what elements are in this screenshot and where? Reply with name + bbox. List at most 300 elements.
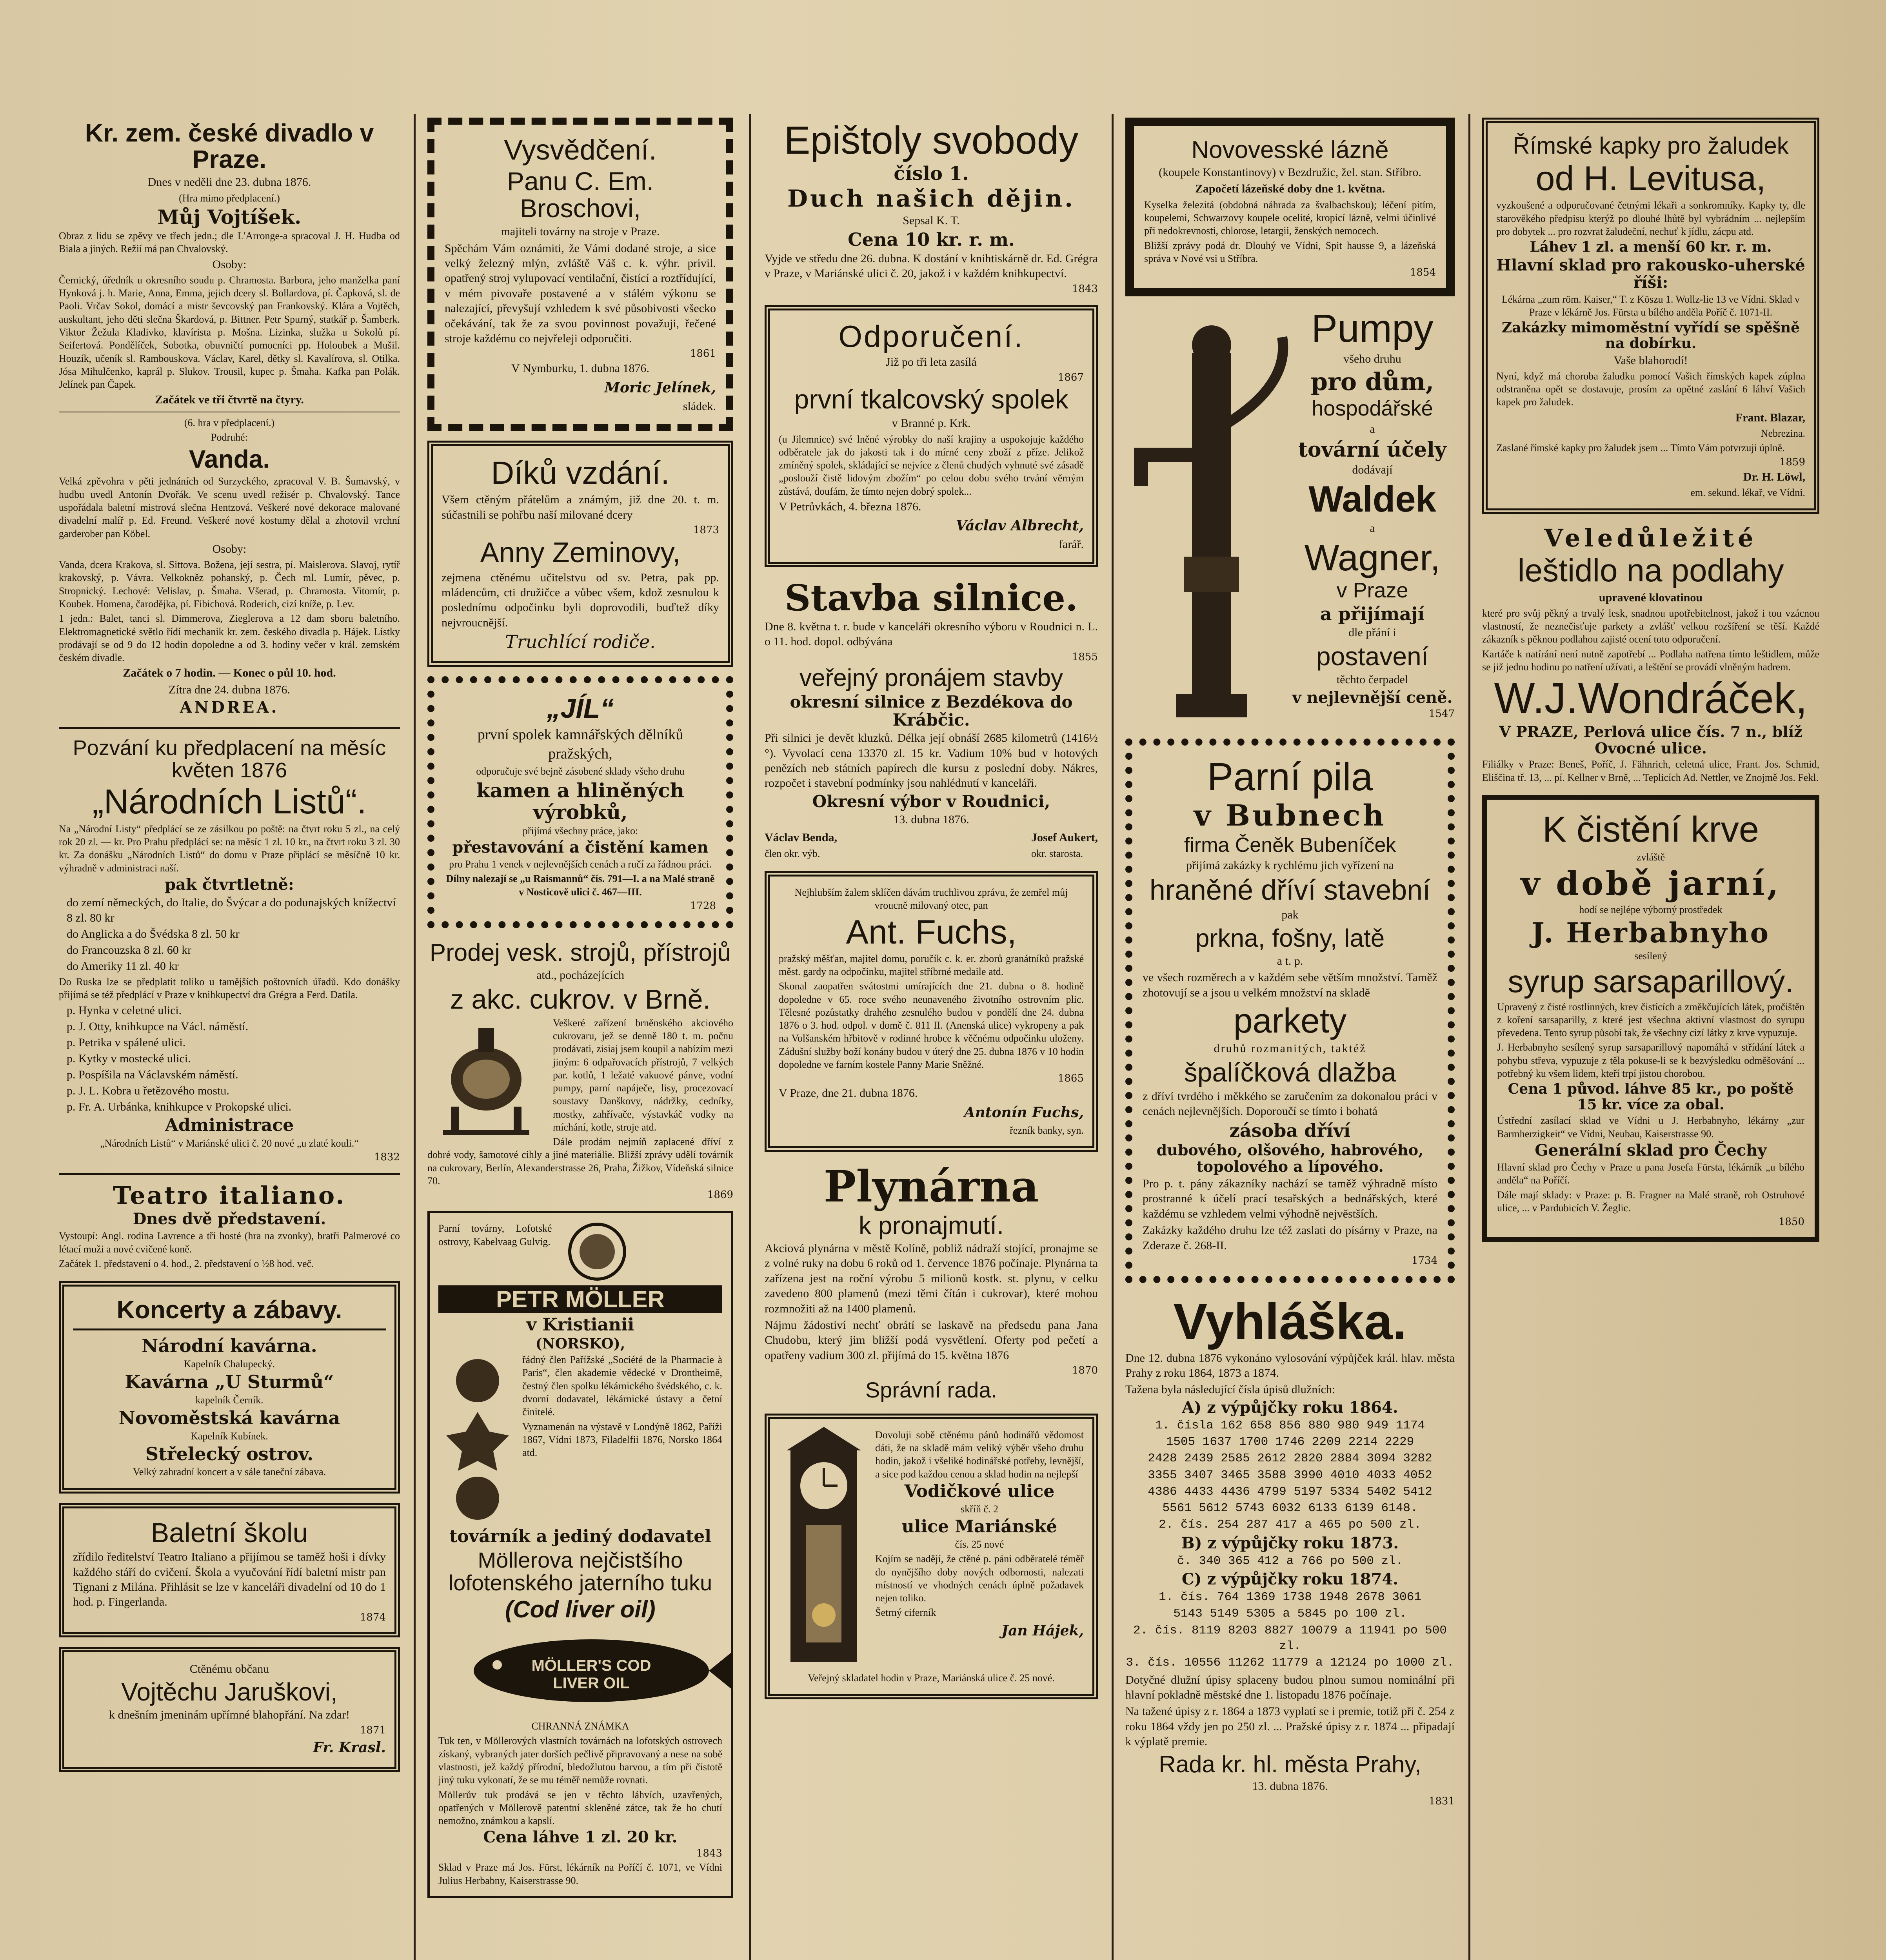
ad-number: 1854 bbox=[1410, 267, 1436, 279]
ad-number: 1870 bbox=[1072, 1365, 1098, 1377]
blood-depot: Ústřední zasílací sklad ve Vídni u J. Herbabnyho, lékárny „zur Barmherzigkeit“ ve Vídni, Neubau, Kaiserstrasse 90. bbox=[1497, 1115, 1804, 1140]
blood-depot-2: Hlavní sklad pro Čechy v Praze u pana Josefa Fürsta, lékárník „u bílého anděla“ na Poříčí. bbox=[1497, 1161, 1804, 1186]
sawmill-goods: hraněné dříví stavební bbox=[1149, 874, 1431, 906]
sawmill-text-3: z dříví tvrdého i měkkého se zaručením za dokonalou práci v cenách nejlevnějších. Doporoučí se tímto i bohatá bbox=[1143, 1090, 1437, 1118]
name-day-wishes-ad bbox=[59, 1647, 400, 1772]
epistles-text: Vyjde ve středu dne 26. dubna. K dostání v knihtiskárně dr. Ed. Grégra v Praze, v Mariánské ulici č. 20, jakož i v každém knihkupectví. bbox=[765, 252, 1098, 280]
drops-text: vyzkoušené a odporučované četnými lékaři a sonkromníky. Kapky ty, dle starověkého předpisu kterýž po dlouhé lhůtě byl vybrádním ... nejlepším pro dobytek ... pro rozvrat žaludeční, nechuť k jídlu, zácpu atd. bbox=[1496, 200, 1805, 237]
certificate-heading: Vysvědčení. bbox=[504, 134, 657, 166]
pump-firm-2: Wagner, bbox=[1304, 537, 1441, 578]
play-note-2: Podruhé: bbox=[211, 432, 248, 443]
persons-list-2: Vanda, dcera Krakova, sl. Sittova. Božena, její sestra, pí. Maislerova. Slavoj, rytíř krakovský, p. Vávra. Velkokněz pohanský, p. Čech ml. Lumír, pěvec, p. Stropnický. Lechové: Velislav, p. Šmaha. Všerad, p. Chramosta. Vitomír, p. Koubek. Homena, čarodějka, pí. Fibichová. Roderich, cizí kníže, p. Lev. bbox=[59, 559, 400, 610]
drops-heading: Římské kapky pro žaludek bbox=[1513, 132, 1789, 159]
signature-role: člen okr. výb. bbox=[765, 848, 820, 859]
thanks-heading: Díků vzdání. bbox=[491, 455, 670, 491]
ad-number: 1832 bbox=[374, 1151, 400, 1163]
sawmill-wood: zásoba dříví bbox=[1229, 1120, 1351, 1141]
moller-oil-2: (Cod liver oil) bbox=[505, 1596, 656, 1623]
pump-wish: dle přání i bbox=[1348, 626, 1396, 639]
quarterly-heading: pak čtvrtletně: bbox=[165, 875, 294, 894]
list-item: p. Kytky v mostecké ulici. bbox=[67, 1052, 191, 1065]
blood-text-3: Dále mají sklady: v Praze: p. B. Fragner na Malé straně, roh Ostruhové ulice, ... v Pardubicích V. Žeglic. bbox=[1497, 1189, 1804, 1214]
subscription-ad bbox=[59, 735, 400, 1164]
sawmill-goods-2: prkna, fošny, latě bbox=[1195, 924, 1385, 952]
obituary-text-2: Skonal zaopatřen svátostmi umírajících dne 21. dubna o 8. hodině dopoledne v 65. roce svého neunaveného životního ostrovním plic. Tělesné pozůstatky drahého zesnulého budou v pondělí dne 24. dubna 1876 o 3. hod. odpol. v domě č. 811 II. (Anenská ulice) vykropeny a pak na Volšanském hřbitově v rodinné hrobce k věčnému odpočinku uloženy. Zádušní služby boží konány budou v úterý dne 25. dubna 1876 v 10 hodin dopoledne ve farním kostele Panny Marie Sněžné. bbox=[779, 980, 1084, 1070]
moller-factory: továrník a jediný dodavatel bbox=[449, 1526, 712, 1547]
road-heading: Stavba silnice. bbox=[784, 576, 1078, 619]
italiano-ad bbox=[59, 1181, 400, 1272]
clock-illustration bbox=[779, 1427, 869, 1670]
subscription-heading: Pozvání ku předplacení na měsíc květen 1876 bbox=[73, 736, 386, 782]
road-subtitle: okresní silnice z Bezdékova do Krábčic. bbox=[790, 692, 1073, 730]
ad-number: 1547 bbox=[1428, 708, 1455, 720]
number-row: 1. čís. 764 1369 1738 1948 2678 3061 bbox=[1159, 1590, 1421, 1604]
recommendation-role: farář. bbox=[1058, 538, 1084, 551]
notice-signature: Rada kr. hl. města Prahy, bbox=[1159, 1751, 1421, 1777]
clock-shop-detail: skříň č. 2 bbox=[960, 1503, 999, 1515]
pump-for-farm: hospodářské bbox=[1312, 396, 1433, 420]
theatre-announcement bbox=[59, 118, 400, 718]
machine-sale-ad bbox=[427, 938, 733, 1201]
moller-depot: Sklad v Praze má Jos. Fürst, lékárník na Poříčí č. 1071, ve Vídni Julius Herbabny, Kaiserstrasse 90. bbox=[438, 1862, 722, 1886]
floor-branches: Filiálky v Praze: Beneš, Poříč, J. Fähnrich, celetná ulice, Frant. Jos. Schmid, Eliščina tř. 13, ... pí. Kellner v Brně, ... Teplicích Ad. Nettler, ve Znojmě Jos. Fekl. bbox=[1482, 759, 1819, 783]
venue-bandleader: Kapelník Chalupecký. bbox=[184, 1358, 275, 1370]
signature-block bbox=[765, 829, 837, 862]
notice-numbers-c bbox=[1125, 1590, 1455, 1671]
number-row: 5561 5612 5743 6032 6133 6139 6148. bbox=[1162, 1501, 1418, 1515]
recommendation-signature: Václav Albrecht, bbox=[956, 517, 1084, 534]
weavers-place: v Branné p. Krk. bbox=[892, 417, 971, 430]
column-5 bbox=[1470, 118, 1831, 1960]
clock-street: ulice Mariánské bbox=[901, 1516, 1057, 1537]
drops-depot-heading: Hlavní sklad pro rakousko-uherské říši: bbox=[1496, 256, 1805, 292]
clock-text-2: Kojím se nadějí, že ctěné p. páni odběratelé téměř do nynějšího doby nových odbornosti, nalezati místností ve vhodných cenách úplně požadavek nejen toliko. bbox=[875, 1553, 1084, 1604]
obituary-place: V Praze, dne 21. dubna 1876. bbox=[779, 1087, 918, 1100]
obituary-ad bbox=[765, 871, 1098, 1152]
road-construction-ad bbox=[765, 577, 1098, 862]
spa-subtitle: (koupele Konstantinovy) v Bezdružic, žel. stan. Stříbro. bbox=[1159, 166, 1421, 179]
italiano-heading: Teatro italiano. bbox=[113, 1181, 346, 1210]
sawmill-text-5: Zakázky každého druhu lze též zaslati do písárny v Praze, na Zderaze č. 268-II. bbox=[1143, 1224, 1437, 1252]
italiano-text: Vystoupí: Angl. rodina Lavrence a tři hosté (hra na zvonky), bratři Palmerové co létací muži a nové cvičené koně. bbox=[59, 1230, 400, 1255]
drops-maker: od H. Levitusa, bbox=[1535, 159, 1766, 198]
italiano-times: Začátek 1. představení o 4. hod., 2. představení o ½8 hod. več. bbox=[59, 1258, 314, 1269]
sawmill-parquet-sub: druhů rozmanitých, taktéž bbox=[1214, 1042, 1366, 1055]
pump-for-house: pro dům, bbox=[1310, 367, 1434, 396]
clockmaker-ad bbox=[765, 1414, 1098, 1699]
persons-list-3: 1 jedn.: Balet, tanci sl. Dimmerova, Zieglerova a 12 dam sboru baletního. Elektromagnetické světlo řídí mechanik kr. zem. českého divadla p. Hájek. Lístky prodávají se od 9 do 12 hodin dopoledne a od 3. hodiny večer v král. zemském českém divadle. bbox=[59, 613, 400, 664]
column-3 bbox=[753, 118, 1110, 1960]
pump-price: v nejlevnější ceně. bbox=[1292, 688, 1453, 707]
notice-text-2: Tažena byla následující čísla úpisů dlužních: bbox=[1125, 1383, 1335, 1396]
boiler-illustration bbox=[427, 1020, 545, 1138]
clock-closing: Šetrný ciferník bbox=[875, 1607, 936, 1619]
wishes-name: Vojtěchu Jaruškovi, bbox=[121, 1678, 338, 1706]
road-heading-2: veřejný pronájem stavby bbox=[799, 664, 1063, 691]
moller-ad bbox=[427, 1211, 733, 1898]
jil-heading: „JÍL“ bbox=[547, 693, 614, 724]
obituary-role: řezník banky, syn. bbox=[1010, 1124, 1084, 1136]
pump-heading: Pumpy bbox=[1311, 307, 1434, 351]
venue-name: Novoměstská kavárna bbox=[118, 1407, 340, 1428]
pump-deliver: dodávají bbox=[1352, 463, 1393, 477]
gasworks-ad bbox=[765, 1161, 1098, 1404]
clock-signature: Jan Hájek, bbox=[1001, 1622, 1084, 1639]
ad-number: 1843 bbox=[696, 1847, 722, 1860]
clock-street-detail: čís. 25 nové bbox=[955, 1539, 1004, 1550]
thanks-ad bbox=[427, 441, 733, 667]
divider bbox=[59, 727, 400, 729]
divider bbox=[59, 1173, 400, 1175]
epistles-price: Cena 10 kr. r. m. bbox=[848, 229, 1015, 250]
blood-product: syrup sarsaparillový. bbox=[1508, 964, 1794, 999]
obituary-intro: Nejhlubším žalem sklíčen dávám truchlivou zprávu, že zemřel můj vroucně milovaný otec, pan bbox=[794, 886, 1068, 911]
jil-services: přestavování a čistění kamen bbox=[452, 838, 709, 857]
moller-text-3: Tuk ten, v Möllerových vlastních továrnách na lofotských ostrovech získaný, vybraných jater dorších pečlivě připravovaný a nese na sobě vlastnosti, jež každý přírodní, bledožlutou barvou, a tím při čistotě jiný tuku vykonatí, že se mu téměř nemůže rovnati. bbox=[438, 1735, 722, 1786]
persons-heading: Osoby: bbox=[212, 258, 247, 271]
moller-factories: Parní továrny, Lofotské ostrovy, Kabelvaag Gulvig. bbox=[438, 1223, 552, 1247]
list-item: do Ameriky 11 zl. 40 kr bbox=[67, 959, 179, 973]
blood-maker: J. Herbabnyho bbox=[1531, 916, 1770, 949]
floor-heading: leštidlo na podlahy bbox=[1517, 553, 1784, 589]
pump-firm-1: Waldek bbox=[1308, 478, 1436, 520]
theatre-title: Kr. zem. české divadlo v Praze. bbox=[85, 119, 374, 174]
sarsaparilla-ad bbox=[1482, 795, 1819, 1242]
notice-heading: Vyhláška. bbox=[1173, 1293, 1407, 1350]
blood-text: Upravený z čisté rostlinných, krev čistících a změkčujících látek, pročištěn z koření sarsaparilly, z které jest všechna aktivní vlastnost do syrupu převedena. Tento syrup působí tak, že všechny cizí látky z krve vypuzuje. bbox=[1497, 1001, 1804, 1039]
certificate-subtitle: majiteli továrny na stroje v Praze. bbox=[501, 225, 660, 238]
pump-city: v Praze bbox=[1336, 579, 1408, 603]
moller-place: v Kristianii bbox=[526, 1315, 634, 1335]
clock-text: Dovoluji sobě ctěnému pánů hodinářů vědomost dáti, že na skladě mám veliký výběr všeho druhu hodin, jakož i všeliké hodinářské potřeby, levnější, a sice pod každou cenou a sklad hodin na nejlepší bbox=[875, 1429, 1084, 1480]
venue-bandleader: Kapelník Kubínek. bbox=[191, 1430, 268, 1442]
road-text: Dne 8. května t. r. bude v kanceláři okresního výboru v Roudnici n. L. o 11. hod. dopol. odbývána bbox=[765, 620, 1098, 648]
medal-icon bbox=[554, 1220, 640, 1283]
sale-text: Veškeré zařízení brněnského akciového cukrovaru, jež se denně 180 t. m. počnu prodávati, zisiaj jsem koupil a nabízím mezi jiným: 6 odpařovacích přístrojů, 7 velkých par. kotlů, 1 ležaté vakuové pánve, vodní pumpy, parní napáječe, lisy, procezovací soustavy Danškovy, nádržky, cedníky, mostky, zahřívače, výstavkáč vodky na míchání, kotle, stroje atd. bbox=[553, 1017, 733, 1133]
epistles-number: číslo 1. bbox=[894, 163, 969, 185]
column-4 bbox=[1114, 118, 1466, 1960]
clock-shop: Vodičkové ulice bbox=[904, 1481, 1055, 1502]
notice-section-b: B) z výpůjčky roku 1873. bbox=[1181, 1534, 1399, 1552]
blood-subtitle: hodí se nejlépe výborný prostředek bbox=[1579, 904, 1722, 916]
notice-section-a: A) z výpůjčky roku 1864. bbox=[1182, 1398, 1398, 1417]
doctor-signature: Dr. H. Löwl, bbox=[1743, 470, 1805, 483]
jil-text: odporučuje své bejně zásobené sklady všeho druhu bbox=[476, 766, 685, 777]
notice-text: Dne 12. dubna 1876 vykonáno vylosování výpůjček král. hlav. města Prahy z roku 1864, 1873 a 1874. bbox=[1125, 1351, 1455, 1379]
ballet-heading: Baletní školu bbox=[151, 1517, 308, 1548]
jil-address: Dílny nalezají se „u Raismannů“ čís. 791—I. a na Malé straně v Nosticově ulici č. 467—III. bbox=[446, 873, 715, 898]
spa-opening: Započetí lázeňské doby dne 1. května. bbox=[1195, 182, 1385, 196]
letter-text: Nyní, když má choroba žaludku pomocí Vašich římských kapek zúplna odstraněna opět se dostavuje, prosím za opětné zaslání 6 láhví Vašich kapek pro žaludek. bbox=[1496, 370, 1805, 408]
blood-text-2: J. Herbabnyho sesílený syrup sarsaparillový napomáhá v střídání látek a pohybu střeva, vypuzuje z těla pokuse-li se k bezvýsledku odměšování ... potřebný ku všem lidem, kteří trpí jistou chorobou. bbox=[1497, 1042, 1804, 1079]
ad-number: 1871 bbox=[360, 1724, 386, 1736]
floor-text-2: Kartáče k natírání není nutně zapotřebí ... Podlaha natřena tímto leštidlem, může se již jednu hodinu po natření užívati, a leštění se provádí vlněným hadrem. bbox=[1482, 648, 1819, 673]
jil-text-3: pro Prahu 1 venek v nejlevnějších cenách a ručí za řádnou práci. bbox=[449, 858, 712, 870]
obituary-name: Ant. Fuchs, bbox=[846, 913, 1017, 951]
notice-text-3: Dotyčné dlužní úpisy splaceny budou plnou sumou nominální při hlavní pokladně městské dne 1. listopadu 1876 počínaje. bbox=[1125, 1673, 1455, 1701]
certificate-signature: Moric Jelínek, bbox=[604, 379, 716, 396]
pump-accept: a přijímají bbox=[1320, 603, 1425, 624]
number-row: 1. čísla 162 658 856 880 980 949 1174 bbox=[1155, 1418, 1425, 1432]
moller-text: řádný člen Pařížské „Société de la Pharmacie à Paris“, člen akademie vědecké v Drontheimě, čestný člen spolku lékárnického švédského, c. k. dvorní dodavatel, lékárnické ústavy a četní činitelé. bbox=[522, 1354, 722, 1418]
tomorrow-date: Zítra dne 24. dubna 1876. bbox=[169, 683, 290, 696]
notice-date: 13. dubna 1876. bbox=[1252, 1779, 1328, 1793]
list-item: p. J. Otty, knihkupce na Václ. náměstí. bbox=[67, 1020, 249, 1033]
weavers-society: první tkalcovský spolek bbox=[794, 384, 1068, 414]
signature-name: Václav Benda, bbox=[765, 831, 838, 844]
ad-number: 1867 bbox=[1057, 371, 1084, 383]
lottery-notice bbox=[1125, 1292, 1455, 1808]
floor-intro: Veledůležité bbox=[1544, 524, 1757, 553]
play-note: (6. hra v předplacení.) bbox=[184, 417, 275, 428]
recommendation-ad bbox=[765, 305, 1098, 567]
epistles-ad bbox=[765, 118, 1098, 296]
drops-depot-address: Lékárna „zum röm. Kaiser,“ T. z Köszu 1. Wollz-lie 13 ve Vídni. Sklad v Praze v lékárně Jos. Fürsta u bílého anděla Poříč č. 1071-II. bbox=[1501, 293, 1800, 318]
obituary-text: pražský měšťan, majitel domu, poručík c. k. er. zborů granátníků pražské měst. gardy na odpočinku, majitel stříbrné medaile atd. bbox=[779, 953, 1084, 978]
ballet-school-ad bbox=[59, 1503, 400, 1637]
jil-subtitle: první spolek kamnářských dělníků pražských, bbox=[477, 726, 683, 762]
number-row: 1505 1637 1700 1746 2209 2214 2229 bbox=[1166, 1435, 1414, 1449]
play-title-vanda: Vanda. bbox=[189, 445, 270, 474]
ad-number: 1831 bbox=[1428, 1795, 1455, 1807]
admin-address: „Národních Listů“ v Mariánské ulici č. 20 nové „u zlaté kouli.“ bbox=[100, 1137, 359, 1149]
italiano-subheading: Dnes dvě představení. bbox=[133, 1210, 326, 1229]
gasworks-heading: Plynárna bbox=[823, 1161, 1039, 1212]
persons-list: Černický, úředník u okresního soudu p. Chramosta. Barbora, jeho manželka paní Hynková j. h. Marie, Anna, Emma, jejich dcery sl. Bollardova, pí. Čapková, sl. de Paoli. Vrčav Sokol, domácí a mistr ševcovský pan Frankovský. Klára a Vojtěch, auskultant, jeho děti slečna Škardová, p. Bittner. Petr Spurný, statkář p. Šamberk. Viktor Žežula Kladivko, klavírista p. Mošna. Lizinka, služka u Sokolů pí. Seifertová. Pondělíček, Sobotka, obuvničtí pomocníci pp. Holoubek a Mušil. Houzík, učeník sl. Rambouskova. Václav, Karel, dětky sl. Kavalírova, sl. Otilka. Jósa Mihulčenko, kaprál p. Slukov. Trousil, kupec p. Šmaha. Kafka pan Polák. Jelínek pan Čapek. bbox=[59, 274, 400, 390]
ad-number: 1861 bbox=[690, 348, 716, 360]
list-item: do Francouzska 8 zl. 60 kr bbox=[67, 943, 192, 956]
road-signatures bbox=[765, 829, 1098, 862]
list-item: p. Hynka v celetné ulici. bbox=[67, 1004, 182, 1017]
ad-number: 1859 bbox=[1779, 456, 1805, 468]
letter-place: Nebrezina. bbox=[1761, 428, 1805, 439]
blood-general: Generální sklad pro Čechy bbox=[1535, 1141, 1767, 1160]
recommendation-place: V Petrůvkách, 4. března 1876. bbox=[779, 500, 921, 513]
gasworks-signature: Správní rada. bbox=[865, 1377, 998, 1403]
wishes-intro: Ctěnému občanu bbox=[189, 1662, 269, 1675]
letter-salutation: Vaše blahorodí! bbox=[1613, 354, 1688, 367]
ad-number: 1855 bbox=[1072, 651, 1098, 663]
notice-numbers-a bbox=[1125, 1418, 1455, 1517]
blood-pre: zvláště bbox=[1636, 851, 1665, 863]
certificate-place: V Nymburku, 1. dubna 1876. bbox=[511, 362, 649, 375]
signature-name: Josef Aukert, bbox=[1031, 831, 1098, 844]
doctor-role: em. sekund. lékař, ve Vídni. bbox=[1690, 487, 1805, 498]
floor-polish-ad bbox=[1482, 523, 1819, 786]
floor-text: které pro svůj pěkný a trvalý lesk, snadnou upotřebitelnost, jakož i tou vzácnou vlastností, že neznečisťuje parkety a zvlášť velkou rozšíření se těší. Každé zákazník s pěknou podlahou zajisté ocení toto odporučení. bbox=[1482, 607, 1819, 645]
play-title: Můj Vojtíšek. bbox=[157, 205, 302, 229]
sawmill-atp: a t. p. bbox=[1277, 954, 1303, 967]
certificate-ad bbox=[427, 118, 733, 431]
letter-text-2: Zaslané římské kapky pro žaludek jsem ... Tímto Vám potvrzuji úplně. bbox=[1496, 442, 1785, 454]
subscription-note: Do Ruska lze se předplatit toliko u tamějších poštovních úřadů. Kdo donášky přijímá se též předplácí v Praze v knihkupectví dra Grégra a Ferd. Datila. bbox=[59, 976, 400, 1001]
sawmill-text: přijímá zakázky k rychlému jich vyřízení na bbox=[1186, 859, 1394, 872]
column-2 bbox=[416, 118, 745, 1960]
certificate-text: Spěchám Vám oznámiti, že Vámi dodané stroje, a sice velký železný mlýn, zvláště Váš c. k. výhr. privil. opatřený stroj vylupovací ventilační, čistící a roztřídující, v mém pivovaře postavené a v stálém výkonu se nalezající, převyšují vzhledem k své působivosti všecko očekávání, tak že za svou povinnost považuji, řečené stroje každému co nejvřeleji odporučiti. bbox=[445, 241, 716, 345]
sale-heading-2: z akc. cukrov. v Brně. bbox=[450, 984, 710, 1015]
moller-country: (NORSKO), bbox=[535, 1335, 625, 1352]
thanks-text-2: zejmena ctěnému učitelstvu od sv. Petra, pak pp. mládencům, cti družičce a vůbec všem, kdož zesnulou k poslednímu odpočinku byli doprovodili, buďtež díky nejvroucnější. bbox=[442, 571, 719, 629]
deceased-name: Anny Zeminovy, bbox=[480, 537, 681, 568]
jil-ad bbox=[427, 676, 733, 928]
spa-text: Kyselka železitá (obdobná náhrada za švalbachskou); léčení pitím, koupelemi, Schwarzovy koupele ocelité, kropicí lázně, velmi účinlivé při nedokrevnosti, chlorose, letargii, ženských nemocech. bbox=[1144, 199, 1436, 237]
ad-number: 1734 bbox=[1411, 1255, 1437, 1267]
number-row: 5143 5149 5305 a 5845 po 100 zl. bbox=[1173, 1607, 1407, 1621]
venue-description: Velký zahradní koncert a v sále taneční zábava. bbox=[133, 1466, 326, 1478]
agency-list bbox=[59, 1003, 400, 1114]
epistles-subtitle: Duch našich dějin. bbox=[787, 185, 1075, 212]
venue-bandleader: kapelník Černík. bbox=[195, 1394, 263, 1406]
play-description: Obraz z lidu se zpěvy ve třech jedn.; dle L'Arronge-a spracoval J. H. Hudba od Biala a jiných. Režií má pan Chvalovský. bbox=[59, 230, 400, 255]
newspaper-name: „Národních Listů“. bbox=[92, 782, 367, 821]
sale-text-2: Dále prodám nejmíň zaplacené dříví z dobré vody, šamotové cihly a jiné materiálie. Bližší zprávy udělí továrník na cukrovary, Berlín, Alexanderstrasse 26, Praha, Žižkov, Vídeňská silnice 70. bbox=[427, 1136, 733, 1187]
jil-goods: kamen a hliněných výrobků, bbox=[476, 779, 685, 824]
start-time-2: Začátek o 7 hodin. — Konec o půl 10. hod. bbox=[123, 666, 336, 680]
ad-number: 1869 bbox=[707, 1189, 733, 1201]
thanks-signature: Truchlící rodiče. bbox=[505, 631, 656, 653]
sawmill-ad bbox=[1125, 739, 1455, 1283]
wishes-signature: Fr. Krasl. bbox=[313, 1739, 386, 1756]
trademark-label: CHRANNÁ ZNÁMKA bbox=[531, 1720, 629, 1732]
sawmill-text-2: ve všech rozměrech a v každém sebe větším množství. Taměž zhotovují se a jsou u velkém množství na skladě bbox=[1143, 971, 1437, 999]
sale-heading: Prodej vesk. strojů, přístrojů bbox=[429, 939, 731, 966]
letter-signature: Frant. Blazar, bbox=[1735, 411, 1805, 424]
pump-and: a bbox=[1370, 522, 1375, 535]
epistles-author: Sepsal K. T. bbox=[903, 214, 960, 227]
sawmill-paving: špalíčková dlažba bbox=[1184, 1057, 1396, 1087]
venue-name: Střelecký ostrov. bbox=[145, 1443, 314, 1465]
number-row: 2. čís. 8119 8203 8827 10079 a 11941 po 500 zl. bbox=[1133, 1623, 1447, 1653]
column-1 bbox=[47, 118, 412, 1960]
pump-illustration bbox=[1125, 306, 1290, 729]
tomorrow-play: ANDREA. bbox=[180, 698, 279, 717]
pump-for-factory: tovární účely bbox=[1298, 437, 1447, 462]
gasworks-text: Akciová plynárna v městě Kolíně, pobliž nádraží stojící, pronajme se z volné ruky na dobu 6 roků od 1. července 1876 počínaje. Plynárna ta zařízena jest na roční výrobu 5 milionů kostk. st. plynu, v celku zavedeno 800 plamenů (mezi těmi čítán i cukrovar), které mohou rozmnožiti až na 1400 plamenů. bbox=[765, 1242, 1098, 1315]
ballet-text: zřídilo ředitelství Teatro Italiano a přijímou se taměž hoši i dívky každého stáří do cvičení. Škola a vyučování řídí baletní mistr pan Tignani z Milána. Přihlásit se lze v kanceláři divadelní od 10 do 1 hod. p. Fingerlanda. bbox=[73, 1550, 386, 1609]
pump-sub: všeho druhu bbox=[1343, 352, 1401, 366]
floor-address: V PRAZE, Perlová ulice čís. 7 n., blíž Ovocné ulice. bbox=[1499, 722, 1802, 757]
sawmill-text-4: Pro p. t. pány zákazníky nachází se taměž výhradně místo prostranné k účelí prací tesařských a bednářských, které každému se vzhledem velmi výhodně nejvěstších. bbox=[1143, 1177, 1437, 1220]
sawmill-place: v Bubnech bbox=[1194, 799, 1386, 833]
obituary-signature: Antonín Fuchs, bbox=[964, 1104, 1084, 1121]
start-time: Začátek ve tři čtvrtě na čtyry. bbox=[155, 393, 304, 407]
list-item: p. Fr. A. Urbánka, knihkupce v Prokopské ulici. bbox=[67, 1100, 292, 1114]
sawmill-heading: Parní pila bbox=[1207, 755, 1373, 799]
stomach-drops-ad bbox=[1482, 118, 1819, 514]
signature-block bbox=[1031, 829, 1098, 862]
signature-role: okr. starosta. bbox=[1031, 848, 1083, 859]
fish-label: MÖLLER'S COD LIVER OIL bbox=[531, 1657, 651, 1692]
theatre-date: Dnes v neděli dne 23. dubna 1876. bbox=[147, 176, 311, 189]
road-date: 13. dubna 1876. bbox=[893, 813, 969, 826]
venue-name: Národní kavárna. bbox=[142, 1335, 317, 1357]
road-committee: Okresní výbor v Roudnici, bbox=[812, 791, 1050, 811]
blood-heading: K čistění krve bbox=[1542, 809, 1759, 849]
number-row: 4386 4433 4436 4799 5197 5334 5402 5412 bbox=[1148, 1485, 1432, 1499]
ad-number: 1865 bbox=[1057, 1073, 1084, 1085]
sawmill-firm: firma Čeněk Bubeníček bbox=[1184, 833, 1396, 857]
jil-text-2: přijímá všechny práce, jako: bbox=[522, 825, 638, 837]
pump-with: těchto čerpadel bbox=[1336, 673, 1408, 686]
ad-number: 1843 bbox=[1072, 283, 1098, 295]
ad-number: 1728 bbox=[690, 900, 716, 912]
medals-icon bbox=[438, 1353, 517, 1526]
list-item: p. Petrika v spálené ulici. bbox=[67, 1036, 186, 1049]
wishes-text: k dnešním jmeninám upřímné blahopřání. Na zdar! bbox=[109, 1708, 350, 1722]
number-row: č. 340 365 412 a 766 po 500 zl. bbox=[1177, 1554, 1403, 1568]
epistles-heading: Epištoly svobody bbox=[784, 118, 1079, 162]
certificate-recipient: Panu C. Em. Broschovi, bbox=[507, 166, 654, 223]
floor-subtitle: upravené klovatinou bbox=[1599, 591, 1703, 604]
number-row: 2428 2439 2585 2612 2820 2884 3094 3282 bbox=[1148, 1452, 1432, 1466]
sawmill-parquet: parkety bbox=[1233, 1001, 1347, 1040]
clock-footer: Veřejný skladatel hodin v Praze, Mariánská ulice č. 25 nové. bbox=[808, 1672, 1055, 1684]
blood-price: Cena 1 původ. láhve 85 kr., po poště 15 kr. více za obal. bbox=[1508, 1081, 1794, 1113]
subscription-prices: Na „Národní Listy“ předplácí se ze zásilkou po poště: na čtvrt roku 5 zl., na celý rok 20 zl. — kr. Pro Prahu předplácí se: na měsíc 1 zl. 10 kr., na čtvrt roku 3 zl. 30 kr. Za donášku „Národních Listů“ do domu v Praze připlácí se měsíčně 10 kr. výhradně v administraci naší. bbox=[59, 823, 400, 874]
gasworks-subtitle: k pronajmutí. bbox=[859, 1211, 1004, 1240]
pump-text-block bbox=[1290, 306, 1455, 729]
recommendation-intro: Již po tři leta zasílá bbox=[886, 356, 977, 369]
play-description-2: Velká zpěvohra v pěti jednáních od Surzyckého, zpracoval V. B. Šumavský, v hudbu uvedl Antonín Dvořák. Ve scenu uvedl režisér p. Chvalovský. Tance uspořádala baletní mistrová slečna Hentzová. Veškeré nové dekorace malované divadelní malíř p. Ed. Freund. Veškeré nové kostumy dělal a zhotovil vrchní garderober pan Köbel. bbox=[59, 475, 400, 539]
thanks-text: Všem ctěným přátelům a známým, již dne 20. t. m. súčastnili se pohřbu naší milované dcery bbox=[442, 493, 719, 521]
fish-trademark bbox=[438, 1626, 722, 1716]
recommendation-heading: Odporučení. bbox=[838, 319, 1024, 354]
admin-heading: Administrace bbox=[165, 1115, 294, 1136]
drops-price: Láhev 1 zl. a menší 60 kr. r. m. bbox=[1530, 239, 1772, 256]
moller-name: PETR MÖLLER bbox=[438, 1285, 722, 1313]
number-row: 3. čís. 10556 11262 11779 a 12124 po 1000 zl. bbox=[1126, 1656, 1454, 1670]
blood-heading-2: v době jarní, bbox=[1521, 864, 1781, 903]
list-item: do Anglicka a do Švédska 8 zl. 50 kr bbox=[67, 927, 240, 940]
pump-build: postavení bbox=[1316, 641, 1429, 671]
moller-oil: Möllerova nejčistšího lofotenského jaterního tuku bbox=[448, 1547, 712, 1595]
moller-text-2: Vyznamenán na výstavě v Londýně 1862, Paříži 1867, Vídni 1873, Filadelfii 1876, Norsko 1864 atd. bbox=[522, 1421, 722, 1459]
list-item: p. J. L. Kobra u řetězového mostu. bbox=[67, 1084, 229, 1098]
venue-name: Kavárna „U Sturmů“ bbox=[125, 1371, 334, 1393]
blood-pre-2: sesílený bbox=[1634, 950, 1667, 962]
column-rule bbox=[749, 114, 751, 1960]
pump-ad bbox=[1125, 306, 1455, 729]
divider bbox=[73, 1328, 386, 1330]
gasworks-text-2: Nájmu žádostiví nechť obrátí se laskavě na předsedu pana Jana Chudobu, který jim bližší podá vysvětlení. Oferty pod pečetí a opatřeny vadium 300 zl. přijímá do 15. května 1876 bbox=[765, 1318, 1098, 1362]
ad-number: 1874 bbox=[360, 1611, 386, 1623]
floor-firm: W.J.Wondráček, bbox=[1494, 674, 1808, 723]
notice-text-4: Na tažené úpisy z r. 1864 a 1873 vyplatí se i premie, totiž při č. 254 z roku 1864 vždy jen po 250 zl. ... Pražské úpisy z r. 1874 ... připadají k výplatě premie. bbox=[1125, 1705, 1455, 1748]
certificate-role: sládek. bbox=[683, 399, 716, 413]
number-row: 3355 3407 3465 3588 3990 4010 4033 4052 bbox=[1148, 1468, 1432, 1482]
concerts-ad bbox=[59, 1281, 400, 1494]
list-item: p. Pospíšila na Václavském náměstí. bbox=[67, 1068, 238, 1082]
number-row: 2. čís. 254 287 417 a 465 po 500 zl. bbox=[1159, 1518, 1421, 1532]
notice-section-c: C) z výpůjčky roku 1874. bbox=[1181, 1570, 1399, 1589]
spa-ad bbox=[1125, 118, 1455, 296]
ad-number: 1850 bbox=[1778, 1216, 1804, 1228]
theatre-note: (Hra mimo předplacení.) bbox=[179, 192, 280, 204]
list-item: do zemí německých, do Italie, do Švýcar a do podunajských knížectví 8 zl. 80 kr bbox=[67, 896, 396, 924]
concerts-heading: Koncerty a zábavy. bbox=[116, 1296, 342, 1324]
quarterly-list bbox=[59, 895, 400, 974]
spa-heading: Novovesské lázně bbox=[1191, 136, 1389, 163]
pump-conj: a bbox=[1370, 423, 1375, 436]
sale-subtitle: atd., pocházejících bbox=[536, 968, 625, 982]
road-text-2: Při silnici je devět kluzků. Délka její obnáší 2685 kilometrů (1416½ °). Vyvolací cena 13370 zl. 15 kr. Vadium 10% bud v hotových penězích neb státních papírech dle kursu z poslední doby. Nákres, rozpočet i stavební podmínky jsou nahlédnutí v kanceláři. bbox=[765, 731, 1098, 790]
ad-number: 1873 bbox=[693, 524, 719, 536]
recommendation-text: (u Jilemnice) své lněné výrobky do naší krajiny a uspokojuje každého odběratele jak do jakosti tak i do mírné ceny zboží z příze. Jelikož zmíněný spolek, skládající se nejvíce z členů chudých vyhnuté své zásadě „poslouží čistě lidovým zbožím“ po celou dobu svého trvání věrným zůstává, doufám, že tímto nejen dobrý spolek... bbox=[779, 433, 1084, 497]
sawmill-pak: pak bbox=[1281, 908, 1299, 922]
moller-price: Cena láhve 1 zl. 20 kr. bbox=[483, 1828, 678, 1847]
spa-text-2: Bližší zprávy podá dr. Dlouhý ve Vídni, Spit hausse 9, a lázeňská správa v Nové vsi u Stříbra. bbox=[1144, 240, 1436, 264]
moller-text-4: Möllerův tuk prodává se jen v těchto láhvích, uzavřených, opatřených v Möllerově patentní skleněné zátce, tak že ho chutí nemožno, známkou a kapslí. bbox=[438, 1789, 722, 1827]
